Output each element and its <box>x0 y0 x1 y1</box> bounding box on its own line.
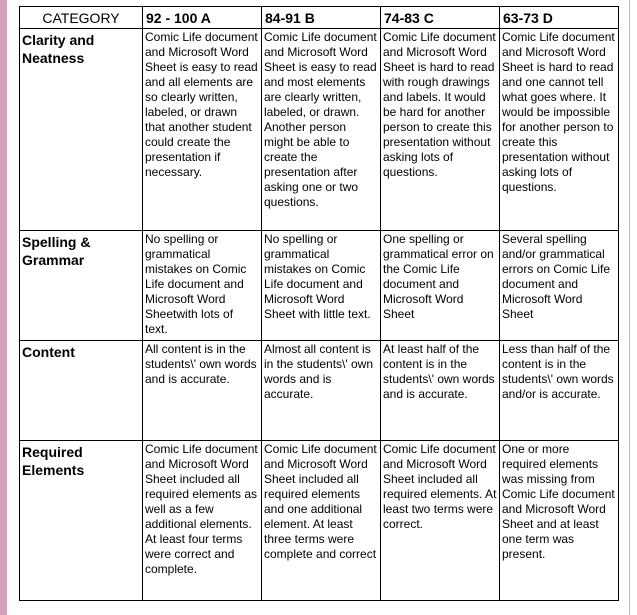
row-header-spelling: Spelling & Grammar <box>20 231 143 341</box>
row-header-required: Required Elements <box>20 441 143 601</box>
cell-clarity-b: Comic Life document and Microsoft Word Sheet is easy to read and most elements are clearly written, labeled, or drawn. Another person might be able to create the presentation after asking one or two questions. <box>262 29 381 231</box>
table-row-content <box>20 341 619 441</box>
cell-required-d: One or more required elements was missing from Comic Life document and Microsoft Word Sheet and at least one term was present. <box>500 441 619 601</box>
rubric-table <box>19 6 619 601</box>
cell-spelling-d: Several spelling and/or grammatical errors on Comic Life document and Microsoft Word Sheet <box>500 231 619 341</box>
cell-required-a: Comic Life document and Microsoft Word Sheet included all required elements as well as a few additional elements. At least four terms were correct and complete. <box>143 441 262 601</box>
cell-clarity-c: Comic Life document and Microsoft Word Sheet is hard to read with rough drawings and labels. It would be hard for another person to create this presentation without asking lots of questions. <box>381 29 500 231</box>
table-row-spelling <box>20 231 619 341</box>
grade-header-d: 63-73 D <box>500 7 619 29</box>
table-row-clarity <box>20 29 619 231</box>
grade-header-a: 92 - 100 A <box>143 7 262 29</box>
cell-spelling-a: No spelling or grammatical mistakes on Comic Life document and Microsoft Word Sheetwith lots of text. <box>143 231 262 341</box>
cell-content-a: All content is in the students\' own words and is accurate. <box>143 341 262 441</box>
cell-clarity-d: Comic Life document and Microsoft Word Sheet is hard to read and one cannot tell what goes where. It would be impossible for another person to create this presentation without asking lots of questions. <box>500 29 619 231</box>
row-header-content: Content <box>20 341 143 441</box>
table-row-required <box>20 441 619 601</box>
cell-required-c: Comic Life document and Microsoft Word Sheet included all required elements. At least two terms were correct. <box>381 441 500 601</box>
row-header-clarity: Clarity and Neatness <box>20 29 143 231</box>
cell-content-b: Almost all content is in the students\' own words and is accurate. <box>262 341 381 441</box>
cell-required-b: Comic Life document and Microsoft Word Sheet included all required elements and one additional element. At least three terms were complete and correct <box>262 441 381 601</box>
grade-header-b: 84-91 B <box>262 7 381 29</box>
right-border-line <box>629 0 630 615</box>
category-header: CATEGORY <box>20 7 143 29</box>
cell-clarity-a: Comic Life document and Microsoft Word Sheet is easy to read and all elements are so clearly written, labeled, or drawn that another student could create the presentation if necessary. <box>143 29 262 231</box>
grade-header-c: 74-83 C <box>381 7 500 29</box>
cell-content-d: Less than half of the content is in the students\' own words and/or is accurate. <box>500 341 619 441</box>
cell-spelling-b: No spelling or grammatical mistakes on Comic Life document and Microsoft Word Sheet with little text. <box>262 231 381 341</box>
header-row <box>20 7 619 29</box>
cell-spelling-c: One spelling or grammatical error on the Comic Life document and Microsoft Word Sheet <box>381 231 500 341</box>
cell-content-c: At least half of the content is in the students\' own words and is accurate. <box>381 341 500 441</box>
left-margin-stripe <box>0 0 7 615</box>
